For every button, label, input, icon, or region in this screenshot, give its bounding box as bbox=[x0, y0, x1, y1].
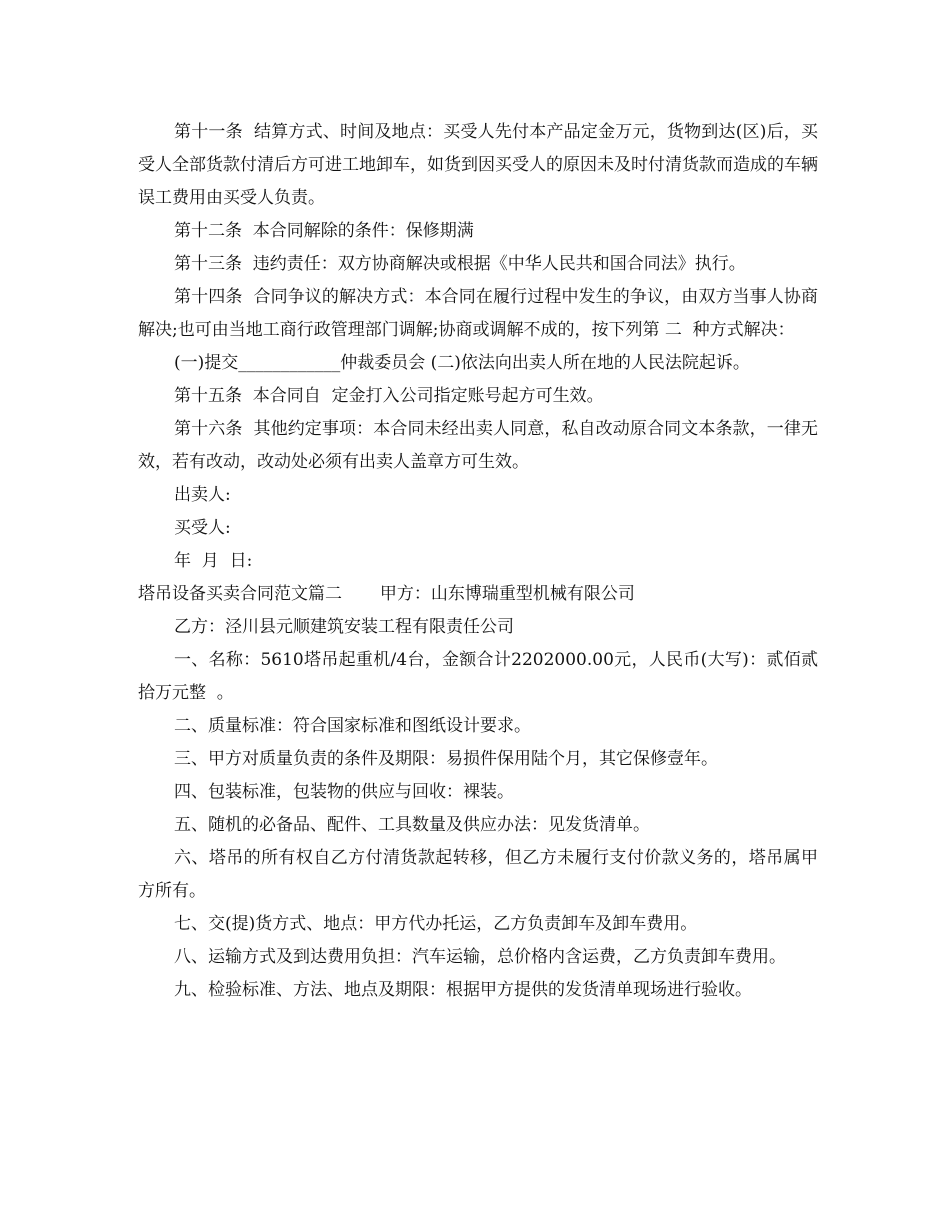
dispute-options: (一)提交____________仲裁委员会 (二)依法向出卖人所在地的人民法院起诉。 bbox=[174, 353, 750, 373]
item-3-warranty: 三、甲方对质量负责的条件及期限：易损件保用陆个月，其它保修壹年。 bbox=[174, 749, 718, 769]
party-b-line: 乙方：泾川县元顺建筑安装工程有限责任公司 bbox=[174, 617, 514, 637]
item-8-transport: 八、运输方式及到达费用负担：汽车运输，总价格内含运费，乙方负责卸车费用。 bbox=[174, 947, 786, 967]
clause-13-liability: 第十三条 违约责任：双方协商解决或根据《中华人民共和国合同法》执行。 bbox=[174, 254, 746, 274]
item-9-inspection: 九、检验标准、方法、地点及期限：根据甲方提供的发货清单现场进行验收。 bbox=[174, 980, 752, 1000]
seller-signature-line: 出卖人: bbox=[174, 485, 231, 505]
clause-12-termination: 第十二条 本合同解除的条件：保修期满 bbox=[174, 221, 474, 241]
clause-11-settlement: 第十一条 结算方式、时间及地点：买受人先付本产品定金万元，货物到达(区)后，买受人全部货款付清后方可进工地卸车，如货到因买受人的原因未及时付清货款而造成的车辆误工费用由买受人负责。 bbox=[138, 122, 818, 208]
item-2-quality: 二、质量标准：符合国家标准和图纸设计要求。 bbox=[174, 716, 531, 736]
item-6-ownership: 六、塔吊的所有权自乙方付清货款起转移，但乙方未履行支付价款义务的，塔吊属甲方所有。 bbox=[138, 848, 818, 901]
item-4-packaging: 四、包装标准，包装物的供应与回收：裸装。 bbox=[174, 782, 514, 802]
clause-14-dispute: 第十四条 合同争议的解决方式：本合同在履行过程中发生的争议，由双方当事人协商解决;也可由当地工商行政管理部门调解;协商或调解不成的，按下列第 二 种方式解决： bbox=[138, 287, 818, 340]
clause-15-effective: 第十五条 本合同自 定金打入公司指定账号起方可生效。 bbox=[174, 386, 604, 406]
document-body bbox=[138, 116, 818, 1007]
item-5-accessories: 五、随机的必备品、配件、工具数量及供应办法：见发货清单。 bbox=[174, 815, 650, 835]
item-1-name-amount: 一、名称：5610塔吊起重机/4台，金额合计2202000.00元，人民币(大写)：贰佰贰拾万元整 。 bbox=[138, 650, 818, 703]
date-line: 年 月 日: bbox=[174, 551, 253, 571]
buyer-signature-line: 买受人: bbox=[174, 518, 231, 538]
section-title-party-a: 塔吊设备买卖合同范文篇二 甲方：山东博瑞重型机械有限公司 bbox=[138, 584, 635, 604]
item-7-delivery: 七、交(提)货方式、地点：甲方代办托运，乙方负责卸车及卸车费用。 bbox=[174, 914, 698, 934]
clause-16-other: 第十六条 其他约定事项：本合同未经出卖人同意，私自改动原合同文本条款，一律无效，若有改动，改动处必须有出卖人盖章方可生效。 bbox=[138, 419, 818, 472]
